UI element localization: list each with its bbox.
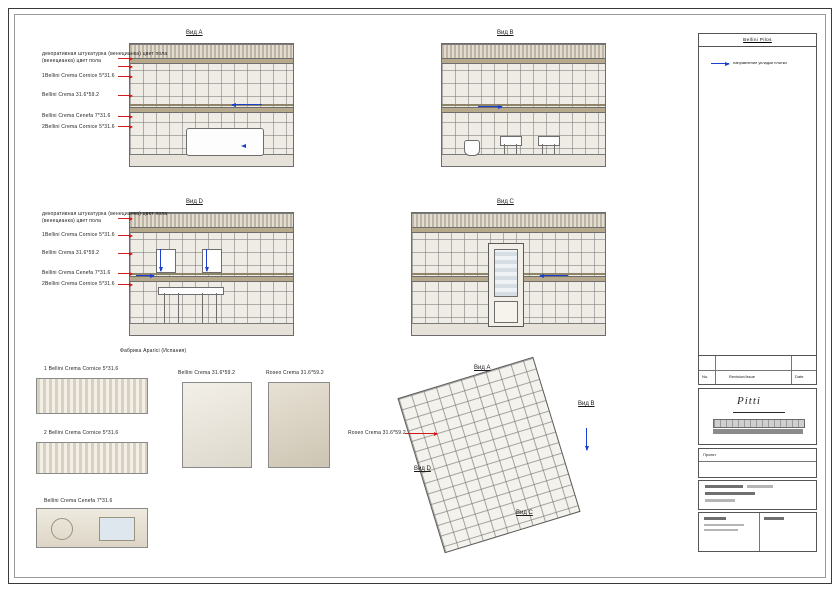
door-glass-panel — [494, 249, 518, 297]
signature-bar-3 — [704, 529, 738, 531]
swatch-cornice-1 — [36, 378, 148, 414]
project-label: Проект — [703, 452, 717, 457]
swatch-cornice-2 — [36, 442, 148, 474]
direction-arrow-d-v1 — [160, 249, 161, 271]
ann-d-1: 1Bellini Crema Cornice 5*31.6 — [42, 232, 115, 238]
plan-callout-label: Roseo Crema 31.6*59.2 — [348, 430, 406, 436]
vanity-leg — [178, 293, 179, 323]
plan-label-b: Вид B — [578, 401, 595, 407]
cornice-trim-1 — [130, 227, 293, 233]
vanity-leg — [202, 293, 203, 323]
cornice-trim-1 — [442, 58, 605, 64]
leader-a-4 — [118, 126, 132, 127]
direction-arrow-c — [540, 275, 568, 276]
swatch-label-2: 2 Bellini Crema Cornice 5*31.6 — [44, 430, 119, 436]
revision-col-no: No. — [702, 374, 709, 379]
brand-rule — [733, 412, 785, 413]
detail-bar-1 — [705, 485, 743, 488]
medallion-panel — [99, 517, 135, 541]
detail-bar-4 — [705, 499, 735, 502]
legend-header-text: Bellini Pilos — [743, 37, 772, 42]
plan-callout-leader — [405, 433, 437, 434]
legend-panel — [698, 33, 817, 365]
revision-col-divider-1 — [715, 356, 716, 384]
cornice-trim-1 — [130, 58, 293, 64]
direction-arrow-a — [232, 104, 262, 105]
elevation-view-a — [129, 43, 294, 167]
ann-a-2: Bellini Crema 31.6*59.2 — [42, 92, 100, 98]
floor-plan — [408, 352, 618, 562]
detail-panel — [698, 480, 817, 510]
leader-d-1 — [118, 235, 132, 236]
plan-label-c: Вид C — [516, 510, 533, 516]
plan-direction-arrow — [586, 428, 587, 450]
detail-bar-2 — [747, 485, 773, 488]
cornice-trim-2 — [130, 107, 293, 113]
sink-leg — [554, 144, 555, 154]
legend-text: направление укладки плитки — [733, 60, 787, 65]
leader-a-3 — [118, 116, 132, 117]
revision-col-date: Date — [795, 374, 804, 379]
elevation-view-c — [411, 212, 606, 336]
ann-a-4: 2Bellini Crema Cornice 5*31.6 — [42, 124, 115, 130]
vanity-leg — [164, 293, 165, 323]
door-lower-panel — [494, 301, 518, 323]
revision-col-divider-2 — [791, 356, 792, 384]
signature-bar-2 — [704, 524, 744, 526]
cenefa-band — [442, 104, 605, 106]
cornice-trim-2 — [442, 107, 605, 113]
swatch-roseo-tile — [268, 382, 330, 468]
leader-a-0 — [118, 58, 132, 59]
leader-a-1 — [118, 76, 132, 77]
detail-bar-3 — [705, 492, 755, 495]
sink-leg — [542, 144, 543, 154]
view-b-title: Вид B — [497, 30, 514, 36]
plan-label-a: Вид A — [474, 365, 491, 371]
signature-panel — [698, 512, 817, 552]
swatch-label-5: Roseo Crema 31.6*59.2 — [266, 370, 324, 376]
ann-a-0b: (венецианка) цвет пола — [42, 58, 102, 64]
base-band — [130, 323, 293, 336]
direction-arrow-d — [136, 275, 154, 276]
signature-bar-4 — [764, 517, 784, 520]
signature-divider — [759, 513, 760, 551]
toilet-fixture — [464, 140, 480, 156]
view-d-title: Вид D — [186, 199, 203, 205]
direction-arrow-b — [478, 106, 502, 107]
cenefa-band — [130, 104, 293, 106]
ann-d-2: Bellini Crema 31.6*59.2 — [42, 250, 100, 256]
leader-d-3 — [118, 273, 132, 274]
floor-plan-tiles — [397, 357, 580, 553]
bathtub-fixture — [186, 128, 264, 156]
elevation-view-d — [129, 212, 294, 336]
legend-header — [699, 34, 816, 47]
ann-d-0b: (венецианка) цвет пола — [42, 218, 102, 224]
ann-d-3: Bellini Crema Cenefa 7*31.6 — [42, 270, 111, 276]
project-divider — [699, 461, 816, 462]
swatch-label-1: 1 Bellini Crema Cornice 5*31.6 — [44, 366, 119, 372]
legend-direction-arrow — [711, 63, 729, 64]
leader-d-0 — [118, 218, 132, 219]
scale-ruler — [713, 419, 805, 428]
medallion-ring — [51, 518, 73, 540]
base-band — [442, 154, 605, 167]
ann-a-1: 1Bellini Crema Cornice 5*31.6 — [42, 73, 115, 79]
swatch-label-4: Bellini Crema 31.6*59.2 — [178, 370, 236, 376]
swatch-field-tile — [182, 382, 252, 468]
brand-panel — [698, 388, 817, 445]
sink-leg — [504, 144, 505, 154]
swatch-label-3: Bellini Crema Cenefa 7*31.6 — [44, 498, 113, 504]
project-panel — [698, 448, 817, 478]
direction-arrow-d-v2 — [206, 249, 207, 271]
leader-a-2 — [118, 95, 132, 96]
revision-col-desc: Revision/Issue — [729, 374, 756, 379]
sink-leg — [516, 144, 517, 154]
materials-heading: Фабрика Aparici (Испания) — [120, 348, 187, 354]
swatch-cenefa — [36, 508, 148, 548]
revision-row-divider — [699, 370, 816, 371]
view-a-title: Вид A — [186, 30, 203, 36]
leader-a-0b — [118, 66, 132, 67]
ann-a-3: Bellini Crema Cenefa 7*31.6 — [42, 113, 111, 119]
signature-bar-1 — [704, 517, 726, 520]
cornice-trim-1 — [412, 227, 605, 233]
revision-table — [698, 355, 817, 385]
ann-d-0a: декоративная штукатурка (венецианка) цвет пола — [42, 211, 168, 217]
elevation-view-b — [441, 43, 606, 167]
plan-label-d: Вид D — [414, 466, 431, 472]
vanity-top — [158, 287, 224, 295]
brand-logo: Pitti — [737, 395, 761, 407]
leader-d-2 — [118, 253, 132, 254]
leader-d-4 — [118, 284, 132, 285]
ann-a-0a: декоративная штукатурка (венецианка) цвет пола — [42, 51, 168, 57]
vanity-leg — [216, 293, 217, 323]
swatch-strip — [713, 429, 803, 434]
view-c-title: Вид C — [497, 199, 514, 205]
ann-d-4: 2Bellini Crema Cornice 5*31.6 — [42, 281, 115, 287]
